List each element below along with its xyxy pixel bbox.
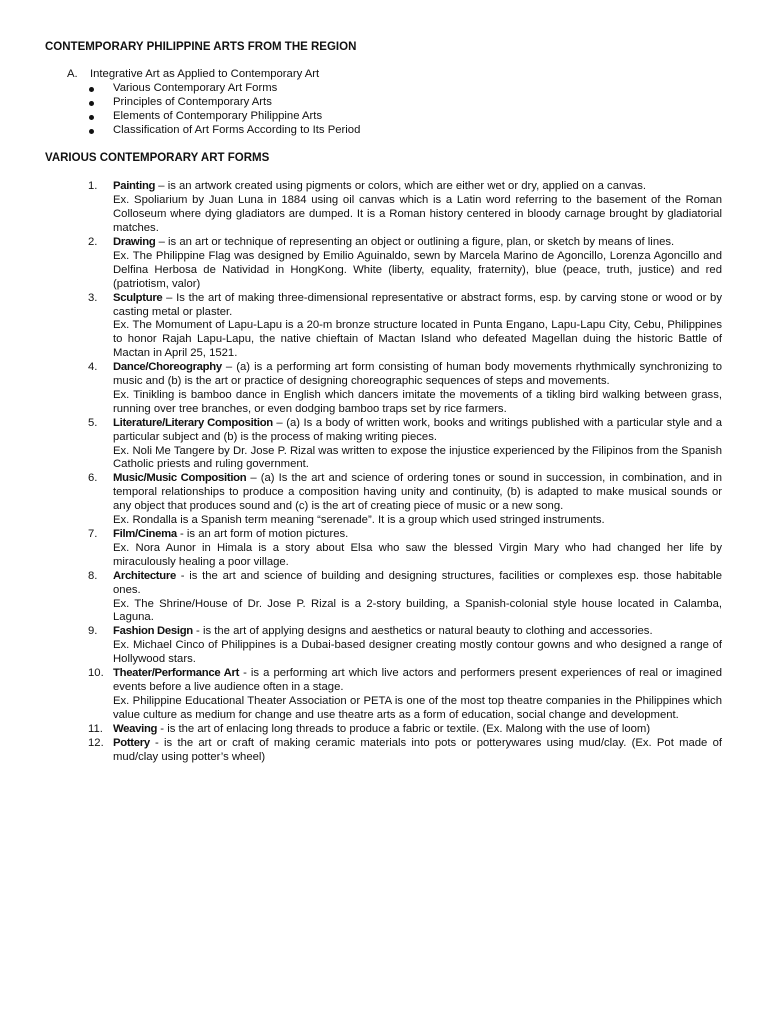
item-definition-text: – is an artwork created using pigments or colors, which are either wet or dry, applied on a canvas. — [155, 180, 646, 193]
art-forms-list — [45, 180, 722, 764]
item-term: Pottery — [113, 736, 150, 749]
outline-bullet-list — [45, 82, 768, 138]
art-form-item — [45, 737, 722, 765]
document-title: CONTEMPORARY PHILIPPINE ARTS FROM THE REGION — [45, 41, 357, 53]
item-example: Ex. The Shrine/House of Dr. Jose P. Rizal is a 2-story building, a Spanish-colonial style house located in Calamba, Laguna. — [113, 597, 722, 624]
item-definition-text: - is the art or craft of making ceramic materials into pots or potterywares using mud/clay. (Ex. Pot made of mud/clay using potter’s wheel) — [113, 736, 722, 763]
item-example: Ex. Spoliarium by Juan Luna in 1884 using oil canvas which is a Latin word referring to the basement of the Roman Colloseum where dying gladiators are dumped. It is a Roman history centered in bloody carnage brought by gladiatorial matches. — [113, 194, 722, 235]
item-number: 7. — [88, 528, 98, 540]
item-definition — [113, 180, 722, 194]
art-form-item — [45, 570, 722, 626]
item-definition-text: – (a) is a performing art form consisting of human body movements rhythmically synchronizing to music and (b) is the art or practice of designing choreographic sequences of steps and movements. — [113, 361, 722, 388]
art-form-item — [45, 723, 722, 737]
outline-heading-text: Integrative Art as Applied to Contemporary Art — [90, 67, 320, 80]
art-form-item — [45, 236, 722, 292]
item-number: 12. — [88, 736, 104, 749]
item-number: 4. — [88, 361, 98, 374]
art-form-item — [45, 667, 722, 723]
bullet-text: Various Contemporary Art Forms — [113, 81, 278, 94]
item-number: 2. — [88, 235, 98, 248]
item-number: 10. — [88, 667, 104, 680]
item-term: Painting — [113, 180, 156, 193]
art-form-item — [45, 625, 722, 667]
outline-heading — [45, 68, 768, 82]
item-term: Drawing — [113, 235, 156, 248]
item-term: Architecture — [113, 569, 176, 582]
item-definition-text: - is the art of enlacing long threads to produce a fabric or textile. (Ex. Malong with the use of loom) — [157, 722, 651, 735]
art-form-item — [45, 180, 722, 236]
item-definition — [113, 625, 722, 639]
item-definition-text: – (a) Is a body of written work, books and writings published with a particular style and a particular subject and (b) is the process of making writing pieces. — [113, 416, 722, 443]
bullet-text: Principles of Contemporary Arts — [113, 95, 272, 108]
list-item — [45, 110, 768, 124]
item-number: 6. — [88, 472, 98, 485]
item-definition — [113, 292, 722, 320]
item-example: Ex. Noli Me Tangere by Dr. Jose P. Rizal was written to expose the injustice experienced by the Filipinos from the Spanish Catholic priests and ruling government. — [113, 444, 722, 471]
item-definition — [113, 236, 722, 250]
outline-section — [45, 68, 768, 138]
item-number: 8. — [88, 569, 98, 582]
list-item — [45, 124, 768, 138]
item-definition — [113, 570, 722, 598]
item-definition-text: - is an art form of motion pictures. — [176, 528, 349, 540]
item-number: 1. — [88, 180, 98, 193]
art-form-item — [45, 417, 722, 473]
item-term: Theater/Performance Art — [113, 667, 240, 680]
item-term: Fashion Design — [113, 625, 193, 638]
item-example: Ex. The Philippine Flag was designed by Emilio Aguinaldo, sewn by Marcela Marino de Agoncillo, Lorenza Agoncillo and Delfina Herbosa de Natividad in HongKong. White (liberty, equality, fraternity), blue (peace, truth, justice) and red (patriotism, valor) — [113, 249, 722, 290]
bullet-icon — [89, 101, 94, 106]
item-term: Music/Music Composition — [113, 472, 247, 485]
item-definition-text: - is a performing art which live actors and performers present experiences of real or imagined events before a live audience often in a stage. — [113, 667, 722, 693]
item-definition — [113, 737, 722, 765]
bullet-icon — [89, 87, 94, 92]
item-example: Ex. Nora Aunor in Himala is a story about Elsa who saw the blessed Virgin Mary who had changed her life by miraculously healing a poor village. — [113, 541, 722, 568]
item-definition — [113, 667, 722, 695]
item-term: Literature/Literary Composition — [113, 416, 273, 429]
item-number: 11. — [88, 722, 103, 735]
item-example: Ex. Philippine Educational Theater Association or PETA is one of the most top theatre companies in the Philippines which value culture as medium for change and use theatre arts as a form of education, social change and development. — [113, 694, 722, 721]
item-definition — [113, 528, 722, 542]
bullet-text: Elements of Contemporary Philippine Arts — [113, 109, 323, 122]
item-number: 3. — [88, 291, 98, 304]
item-number: 5. — [88, 416, 98, 429]
art-form-item — [45, 361, 722, 417]
item-definition — [113, 417, 722, 445]
art-form-item — [45, 472, 722, 528]
item-definition-text: – Is the art of making three-dimensional representative or abstract forms, esp. by carving stone or wood or by casting metal or plaster. — [113, 291, 722, 318]
item-example: Ex. Rondalla is a Spanish term meaning “serenade”. It is a group which used stringed instruments. — [113, 514, 605, 527]
item-term: Dance/Choreography — [113, 361, 222, 374]
outline-marker: A. — [67, 67, 78, 80]
art-form-item — [45, 528, 722, 570]
item-definition — [113, 361, 722, 389]
item-example: Ex. Tinikling is bamboo dance in English which dancers imitate the movements of a tikling bird walking between grass, running over tree branches, or even dodging bamboo traps set by rice farmers. — [113, 388, 722, 415]
item-definition — [113, 723, 722, 737]
item-definition — [113, 472, 722, 514]
item-example: Ex. Michael Cinco of Philippines is a Dubai-based designer creating mostly contour gowns and who designed a range of Hollywood stars. — [113, 639, 722, 666]
item-definition-text: - is the art of applying designs and aesthetics or natural beauty to clothing and accessories. — [192, 625, 653, 638]
item-term: Weaving — [113, 722, 158, 735]
bullet-icon — [89, 129, 94, 134]
item-definition-text: - is the art and science of building and designing structures, facilities or complexes esp. those habitable ones. — [113, 569, 722, 596]
list-item — [45, 82, 768, 96]
item-example: Ex. The Momument of Lapu-Lapu is a 20-m bronze structure located in Punta Engano, Lapu-Lapu City, Cebu, Philippines to honor Rajah Lapu-Lapu, the native chieftain of Mactan Island who defeated Magellan duing the historic Battle of Mactan in April 25, 1521. — [113, 319, 722, 360]
item-number: 9. — [88, 625, 98, 638]
item-term: Sculpture — [113, 291, 163, 304]
item-term: Film/Cinema — [113, 528, 177, 540]
bullet-text: Classification of Art Forms According to Its Period — [113, 123, 361, 136]
bullet-icon — [89, 115, 94, 120]
list-item — [45, 96, 768, 110]
item-definition-text: – (a) Is the art and science of ordering tones or sound in succession, in combination, and in temporal relationships to produce a composition having unity and continuity, (b) is adapted to make musical sounds or any object that produces sound and (c) is the art of creating piece of music or a new song. — [113, 472, 722, 513]
art-form-item — [45, 292, 722, 362]
item-definition-text: – is an art or technique of representing an object or outlining a figure, plan, or sketch by means of lines. — [155, 235, 675, 248]
section-title: VARIOUS CONTEMPORARY ART FORMS — [45, 152, 270, 165]
